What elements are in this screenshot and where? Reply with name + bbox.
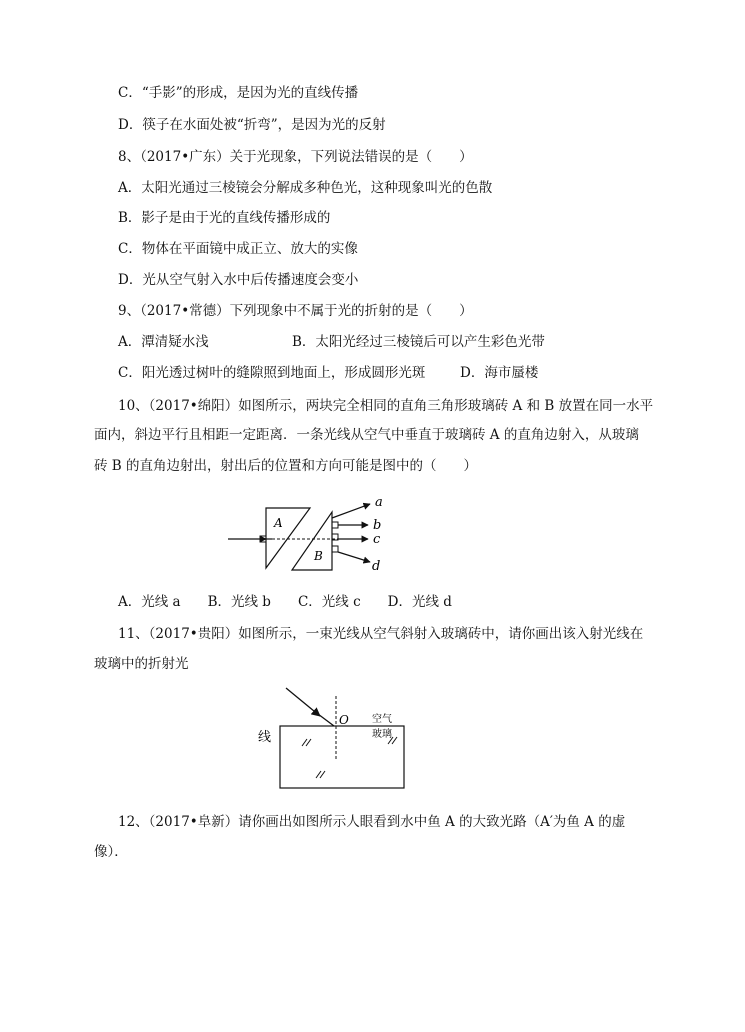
q12-stem-line1: 12、（2017•阜新）请你画出如图所示人眼看到水中鱼 A 的大致光路（A′为鱼 A 的虚 bbox=[118, 814, 626, 830]
label-a-prism: A bbox=[274, 516, 283, 530]
prism-b bbox=[292, 512, 332, 570]
q11-stem-line2: 玻璃中的折射光 bbox=[94, 656, 189, 672]
label-ray-c: c bbox=[373, 532, 381, 547]
q8-option-c: C．物体在平面镜中成正立、放大的实像 bbox=[118, 241, 358, 257]
q10-stem-line2: 面内，斜边平行且相距一定距离．一条光线从空气中垂直于玻璃砖 A 的直角边射入，从玻璃 bbox=[94, 427, 639, 443]
q8-option-d: D．光从空气射入水中后传播速度会变小 bbox=[118, 272, 359, 288]
q7-option-c: C．“手影”的形成，是因为光的直线传播 bbox=[118, 85, 359, 101]
q10-stem-line1: 10、（2017•绵阳）如图所示，两块完全相同的直角三角形玻璃砖 A 和 B 放置在同一水平 bbox=[118, 398, 654, 414]
q12-stem-line2: 像）． bbox=[94, 844, 128, 860]
label-ray-b: b bbox=[373, 518, 382, 533]
q11-stem-line1: 11、（2017•贵阳）如图所示，一束光线从空气斜射入玻璃砖中，请你画出该入射光线在 bbox=[118, 626, 644, 642]
q9-option-c: C．阳光透过树叶的缝隙照到地面上，形成圆形光斑 bbox=[118, 365, 426, 381]
q8-option-a: A．太阳光通过三棱镜会分解成多种色光，这种现象叫光的色散 bbox=[118, 180, 493, 196]
q7-option-d: D．筷子在水面处被“折弯”，是因为光的反射 bbox=[118, 117, 386, 133]
q8-stem: 8、（2017•广东）关于光现象，下列说法错误的是（ ） bbox=[118, 149, 473, 165]
prism-a bbox=[266, 508, 310, 568]
label-glass: 玻璃 bbox=[372, 729, 392, 740]
q9-stem: 9、（2017•常德）下列现象中不属于光的折射的是（ ） bbox=[118, 303, 473, 319]
label-b-prism: B bbox=[314, 549, 323, 563]
label-ray-a: a bbox=[375, 495, 383, 510]
label-air: 空气 bbox=[372, 714, 392, 725]
q10-figure bbox=[222, 490, 402, 576]
label-ray-d: d bbox=[372, 559, 381, 574]
q11-figure bbox=[254, 684, 414, 796]
q9-option-d: D．海市蜃楼 bbox=[460, 365, 539, 381]
q9-option-a: A．潭清疑水浅 bbox=[118, 334, 209, 350]
label-o: O bbox=[339, 713, 349, 727]
q9-option-b: B．太阳光经过三棱镜后可以产生彩色光带 bbox=[292, 334, 545, 350]
q8-option-b: B．影子是由于光的直线传播形成的 bbox=[118, 210, 331, 226]
q10-stem-line3: 砖 B 的直角边射出，射出后的位置和方向可能是图中的（ ） bbox=[94, 458, 478, 474]
q10-options: A．光线 a B．光线 b C．光线 c D．光线 d bbox=[118, 594, 452, 610]
label-line: 线 bbox=[258, 730, 272, 745]
